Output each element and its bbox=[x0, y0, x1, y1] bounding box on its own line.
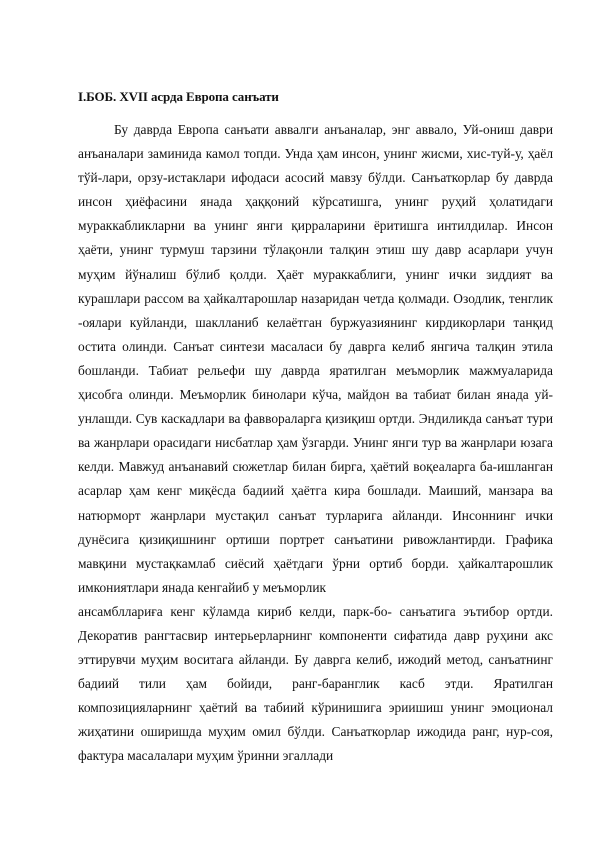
chapter-heading: I.БОБ. XVII асрда Европа санъати bbox=[78, 89, 279, 104]
paragraph-2: ансамбллариға кенг кўламда кириб келди, парк-бо- санъатига эътибор ортди. Декоратив рангтасвир интерьерларнинг компоненти сифатида давр руҳини акс эттирувчи муҳим воситага айланди. Бу даврга келиб, ижодий метод, санъатнинг бадиий тили ҳам бойиди, ранг-баранглик касб этди. Яратилган композицияларнинг ҳаётий ва табиий кўринишига эриишиш унинг эмоционал жиҳатини оширишда муҳим омил бўлди. Санъаткорлар ижодида ранг, нур-соя, фактура масалалари муҳим ўринни эгаллади bbox=[78, 603, 553, 764]
paragraph-1: Бу даврда Европа санъати аввалги анъаналар, энг аввало, Уй-ониш даври анъаналари заминида камол топди. Унда ҳам инсон, унинг жисми, хис-туй-у, ҳаёл тўй-лари, орзу-истаклари ифодаси асосий мавзу бўлди. Санъаткорлар бу даврда инсон ҳиёфасини янада ҳаққоний кўрсатишга, унинг руҳий ҳолатидаги мураккабликларни ва унинг янги қирраларини ёритишга интилдилар. Инсон ҳаёти, унинг турмуш тарзини тўлақонли талқин этиш шу давр асарлари учун муҳим йўналиш бўлиб қолди. Ҳаёт мураккаблиги, унинг ички зиддият ва курашлари рассом ва ҳайкалтарошлар назаридан четда қолмади. Озодлик, тенглик -оялари куйланди, шаклланиб келаётган буржуазиянинг кирдикорлари танқид остита олинди. Санъат синтези масаласи бу даврга келиб янгича талқин этила бошланди. Табиат рельефи шу даврда яратилган меъморлик мажмуаларида ҳисобга олинди. Меъморлик бинолари кўча, майдон ва табиат билан янада уй-унлашди. Сув каскадлари ва фаввораларга қизиқиш ортди. Эндиликда санъат тури ва жанрлари орасидаги нисбатлар ҳам ўзгарди. Унинг янги тур ва жанрлари юзага келди. Мавжуд анъанавий сюжетлар билан бирга, ҳаётий воқеаларга ба-ишланган асарлар ҳам кенг миқёсда бадиий ҳаётга кира бошлади. Маиший, манзара ва натюрморт жанрлари мустақил санъат турларига айланди. Инсоннинг ички дунёсига қизиқишнинг ортиши портрет санъатини ривожлантирди. Графика мавқини мустақкамлаб сиёсий ҳаётдаги ўрни ортиб борди. ҳайкалтарошлик имкониятлари янада кенгайиб у меъморлик bbox=[78, 122, 553, 595]
body-text bbox=[78, 118, 553, 769]
